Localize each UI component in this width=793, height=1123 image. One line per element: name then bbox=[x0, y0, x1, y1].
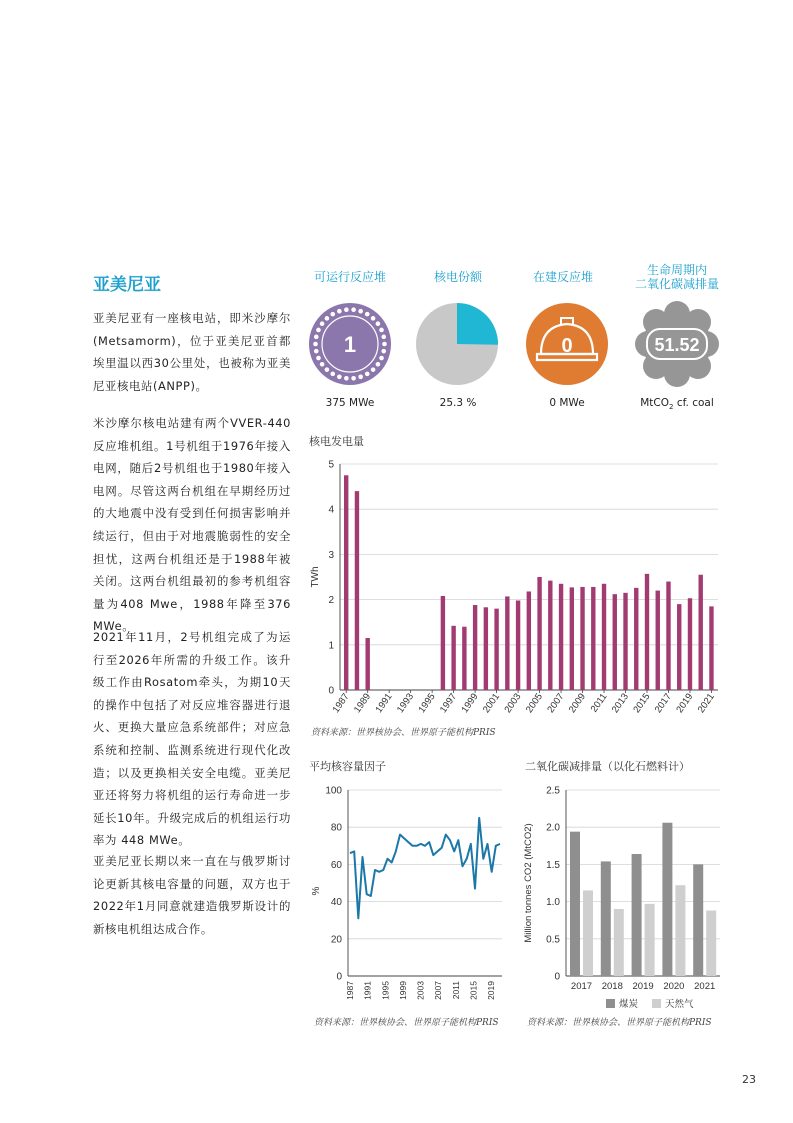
x-tick-label: 1995 bbox=[416, 691, 438, 716]
generation-bar bbox=[613, 594, 617, 690]
legend-swatch bbox=[652, 999, 661, 1008]
x-tick-label: 2007 bbox=[545, 691, 567, 716]
co2-unit-suffix: cf. coal bbox=[673, 397, 714, 409]
co2-bar-coal bbox=[693, 864, 703, 976]
x-tick-label: 2018 bbox=[601, 981, 623, 992]
x-tick-label: 2017 bbox=[570, 981, 593, 992]
generation-bar bbox=[591, 587, 595, 690]
y-tick-label: 5 bbox=[328, 459, 334, 471]
page-number: 23 bbox=[742, 1073, 756, 1086]
x-tick-label: 1989 bbox=[352, 691, 374, 716]
y-tick-label: 40 bbox=[330, 897, 342, 909]
x-tick-label: 2021 bbox=[695, 691, 717, 716]
y-tick-label: 4 bbox=[328, 504, 334, 516]
badge-dot bbox=[344, 307, 349, 312]
y-tick-label: 80 bbox=[330, 822, 342, 834]
generation-bar bbox=[570, 587, 574, 690]
badge-dot bbox=[325, 367, 330, 372]
y-axis-label: Million tonnes CO2 (MtCO2) bbox=[523, 823, 534, 943]
nuclear-share-value: 25.3 % bbox=[439, 397, 477, 409]
x-tick-label: 1999 bbox=[459, 691, 481, 716]
legend-label: 煤炭 bbox=[619, 999, 639, 1010]
operable-reactors-badge bbox=[308, 302, 392, 386]
section-title: 亚美尼亚 bbox=[93, 275, 161, 295]
x-tick-label: 2003 bbox=[415, 981, 426, 1000]
x-tick-label: 2013 bbox=[609, 691, 631, 716]
generation-bar bbox=[559, 584, 563, 690]
generation-bar bbox=[677, 604, 681, 690]
y-tick-label: 0.5 bbox=[546, 934, 560, 946]
y-axis-label: % bbox=[311, 886, 322, 896]
history-paragraph: 米沙摩尔核电站建有两个VVER-440反应堆机组。1号机组于1976年接入电网，随后2号机组也于1980年接入电网。尽管这两台机组在早期经历过的大地震中没有受到任何损害影响并续运行，但由于对地震脆弱性的安全担忧，这两台机组还是于1988年被关闭。这两台机组最初的参考机组容量为408 Mwe，1988年降至376 MWe。 bbox=[93, 416, 291, 634]
generation-bar bbox=[537, 577, 541, 690]
legend-swatch bbox=[606, 999, 615, 1008]
intro-paragraph: 亚美尼亚有一座核电站，即米沙摩尔(Metsamorm)，位于亚美尼亚首都埃里温以西30公里处，也被称为亚美尼亚核电站(ANPP)。 bbox=[93, 311, 291, 393]
y-tick-label: 1.5 bbox=[546, 859, 560, 871]
generation-bar bbox=[634, 588, 638, 690]
badge-dot bbox=[365, 372, 370, 377]
badge-dot bbox=[358, 309, 363, 314]
x-tick-label: 1995 bbox=[380, 981, 391, 1000]
generation-bar bbox=[365, 638, 369, 690]
badge-dot bbox=[381, 335, 386, 340]
co2-chart-title: 二氧化碳减排量（以化石燃料计） bbox=[525, 760, 690, 773]
co2-bar-gas bbox=[614, 909, 624, 976]
y-tick-label: 0 bbox=[328, 685, 334, 697]
capacity-factor-line-chart bbox=[300, 778, 510, 1010]
x-tick-label: 2005 bbox=[523, 691, 546, 716]
operable-reactors-number: 1 bbox=[343, 332, 357, 357]
co2-unit-subscript: 2 bbox=[669, 403, 674, 412]
generation-bar-chart bbox=[300, 452, 725, 722]
operable-reactors-title: 可运行反应堆 bbox=[313, 270, 386, 284]
generation-bar bbox=[516, 601, 520, 690]
badge-dot bbox=[376, 362, 381, 367]
generation-bar bbox=[656, 591, 660, 690]
badge-dot bbox=[314, 335, 319, 340]
y-tick-label: 0 bbox=[336, 971, 342, 983]
x-tick-label: 2015 bbox=[468, 981, 479, 1000]
y-tick-label: 2.5 bbox=[546, 785, 560, 797]
x-tick-label: 1987 bbox=[330, 691, 352, 716]
co2-avoided-title bbox=[622, 263, 732, 291]
generation-bar bbox=[548, 581, 552, 690]
y-axis-label: TWh bbox=[310, 566, 321, 588]
y-tick-label: 3 bbox=[328, 549, 334, 561]
y-tick-label: 1.0 bbox=[546, 897, 560, 909]
generation-bar bbox=[484, 607, 488, 690]
badge-dot bbox=[330, 372, 335, 377]
generation-bar bbox=[344, 475, 348, 690]
nuclear-share-title: 核电份额 bbox=[433, 270, 482, 284]
legend-label: 天然气 bbox=[665, 999, 694, 1010]
x-tick-label: 2015 bbox=[631, 691, 653, 716]
co2-bar-gas bbox=[706, 911, 716, 976]
badge-dot bbox=[376, 321, 381, 326]
badge-dot bbox=[371, 316, 376, 321]
y-tick-label: 100 bbox=[325, 785, 342, 797]
under-construction-badge bbox=[525, 302, 609, 386]
x-tick-label: 2011 bbox=[588, 691, 610, 715]
x-tick-label: 2003 bbox=[502, 691, 524, 716]
generation-bar bbox=[451, 626, 455, 690]
co2-bar-gas bbox=[645, 904, 655, 976]
generation-bar bbox=[580, 587, 584, 690]
badge-dot bbox=[371, 367, 376, 372]
capacity-factor-chart-title: 平均核容量因子 bbox=[309, 760, 386, 773]
pie-share-slice bbox=[457, 303, 498, 345]
x-tick-label: 2019 bbox=[486, 981, 497, 1000]
x-tick-label: 2019 bbox=[632, 981, 654, 992]
badge-dot bbox=[382, 342, 387, 347]
under-construction-title: 在建反应堆 bbox=[532, 270, 593, 284]
under-construction-value: 0 MWe bbox=[549, 397, 585, 409]
badge-dot bbox=[320, 321, 325, 326]
generation-chart-source: 资料来源：世界核协会、世界原子能机构PRIS bbox=[311, 728, 496, 738]
badge-dot bbox=[351, 307, 356, 312]
x-tick-label: 2009 bbox=[566, 691, 589, 716]
co2-bar-gas bbox=[675, 885, 685, 976]
generation-bar bbox=[709, 606, 713, 690]
x-tick-label: 2007 bbox=[433, 981, 444, 1000]
x-tick-label: 1987 bbox=[345, 981, 355, 1000]
x-tick-label: 2011 bbox=[450, 981, 461, 1000]
co2-avoided-value bbox=[622, 397, 732, 411]
badge-dot bbox=[337, 309, 342, 314]
badge-dot bbox=[314, 349, 319, 354]
badge-dot bbox=[316, 356, 321, 361]
badge-dot bbox=[330, 312, 335, 317]
y-tick-label: 0 bbox=[554, 971, 560, 983]
co2-cloud-badge bbox=[634, 300, 720, 388]
operable-reactors-value: 375 MWe bbox=[325, 397, 375, 409]
generation-chart-title: 核电发电量 bbox=[309, 435, 364, 448]
badge-dot bbox=[316, 328, 321, 333]
generation-bar bbox=[505, 596, 509, 690]
co2-bar-coal bbox=[662, 823, 672, 976]
future-paragraph: 亚美尼亚长期以来一直在与俄罗斯讨论更新其核电容量的问题，双方也于2022年1月同意就建造俄罗斯设计的新核电机组达成合作。 bbox=[93, 854, 291, 936]
y-tick-label: 60 bbox=[330, 859, 342, 871]
x-tick-label: 2017 bbox=[652, 691, 674, 716]
generation-bar bbox=[473, 605, 477, 690]
y-tick-label: 1 bbox=[328, 640, 334, 652]
badge-dot bbox=[344, 376, 349, 381]
nuclear-share-pie bbox=[415, 302, 499, 386]
co2-unit: MtCO bbox=[640, 397, 670, 409]
badge-dot bbox=[381, 349, 386, 354]
co2-avoided-bar-chart bbox=[516, 778, 726, 1010]
x-tick-label: 1991 bbox=[373, 691, 395, 716]
capacity-factor-chart-source: 资料来源：世界核协会、世界原子能机构PRIS bbox=[314, 1018, 499, 1028]
x-tick-label: 2001 bbox=[480, 691, 503, 716]
co2-bar-gas bbox=[583, 890, 593, 976]
generation-bar bbox=[527, 591, 531, 690]
x-tick-label: 1991 bbox=[362, 981, 373, 1000]
badge-dot bbox=[337, 375, 342, 380]
generation-bar bbox=[602, 584, 606, 690]
co2-bar-coal bbox=[601, 861, 611, 976]
badge-dot bbox=[379, 328, 384, 333]
badge-dot bbox=[320, 362, 325, 367]
generation-bar bbox=[494, 609, 498, 690]
generation-bar bbox=[355, 491, 359, 690]
generation-bar bbox=[645, 574, 649, 690]
y-tick-label: 2 bbox=[328, 595, 334, 607]
generation-bar bbox=[666, 582, 670, 690]
badge-dot bbox=[313, 342, 318, 347]
badge-dot bbox=[325, 316, 330, 321]
y-tick-label: 20 bbox=[330, 934, 342, 946]
co2-title-line2: 二氧化碳减排量 bbox=[634, 277, 719, 291]
x-tick-label: 2021 bbox=[694, 981, 716, 992]
x-tick-label: 1999 bbox=[397, 981, 408, 1000]
badge-dot bbox=[379, 356, 384, 361]
upgrade-paragraph: 2021年11月，2号机组完成了为运行至2026年所需的升级工作。该升级工作由Rosatom牵头，为期10天的操作中包括了对反应堆容器进行退火、更换大量应急系统部件；对应急系统和控制、监测系统进行现代化改造；以及更换相关安全电缆。亚美尼亚还将努力将机组的运行寿命进一步延长10年。升级完成后的机组运行功率为 448 MWe。 bbox=[93, 630, 291, 848]
co2-bar-coal bbox=[632, 854, 642, 976]
badge-dot bbox=[365, 312, 370, 317]
generation-bar bbox=[688, 598, 692, 690]
y-tick-label: 2.0 bbox=[546, 822, 560, 834]
x-tick-label: 2020 bbox=[663, 981, 685, 992]
co2-avoided-number: 51.52 bbox=[654, 335, 700, 355]
x-tick-label: 2019 bbox=[674, 691, 696, 716]
co2-chart-source: 资料来源：世界核协会、世界原子能机构PRIS bbox=[527, 1018, 712, 1028]
badge-dot bbox=[351, 376, 356, 381]
generation-bar bbox=[623, 593, 627, 690]
under-construction-number: 0 bbox=[561, 335, 573, 357]
x-tick-label: 1997 bbox=[437, 691, 460, 716]
generation-bar bbox=[462, 627, 466, 690]
co2-title-line1: 生命周期内 bbox=[646, 263, 707, 277]
co2-bar-coal bbox=[570, 832, 580, 976]
generation-bar bbox=[699, 575, 703, 690]
capacity-factor-line bbox=[350, 818, 500, 918]
badge-dot bbox=[358, 375, 363, 380]
generation-bar bbox=[441, 596, 445, 690]
x-tick-label: 1993 bbox=[394, 691, 417, 716]
